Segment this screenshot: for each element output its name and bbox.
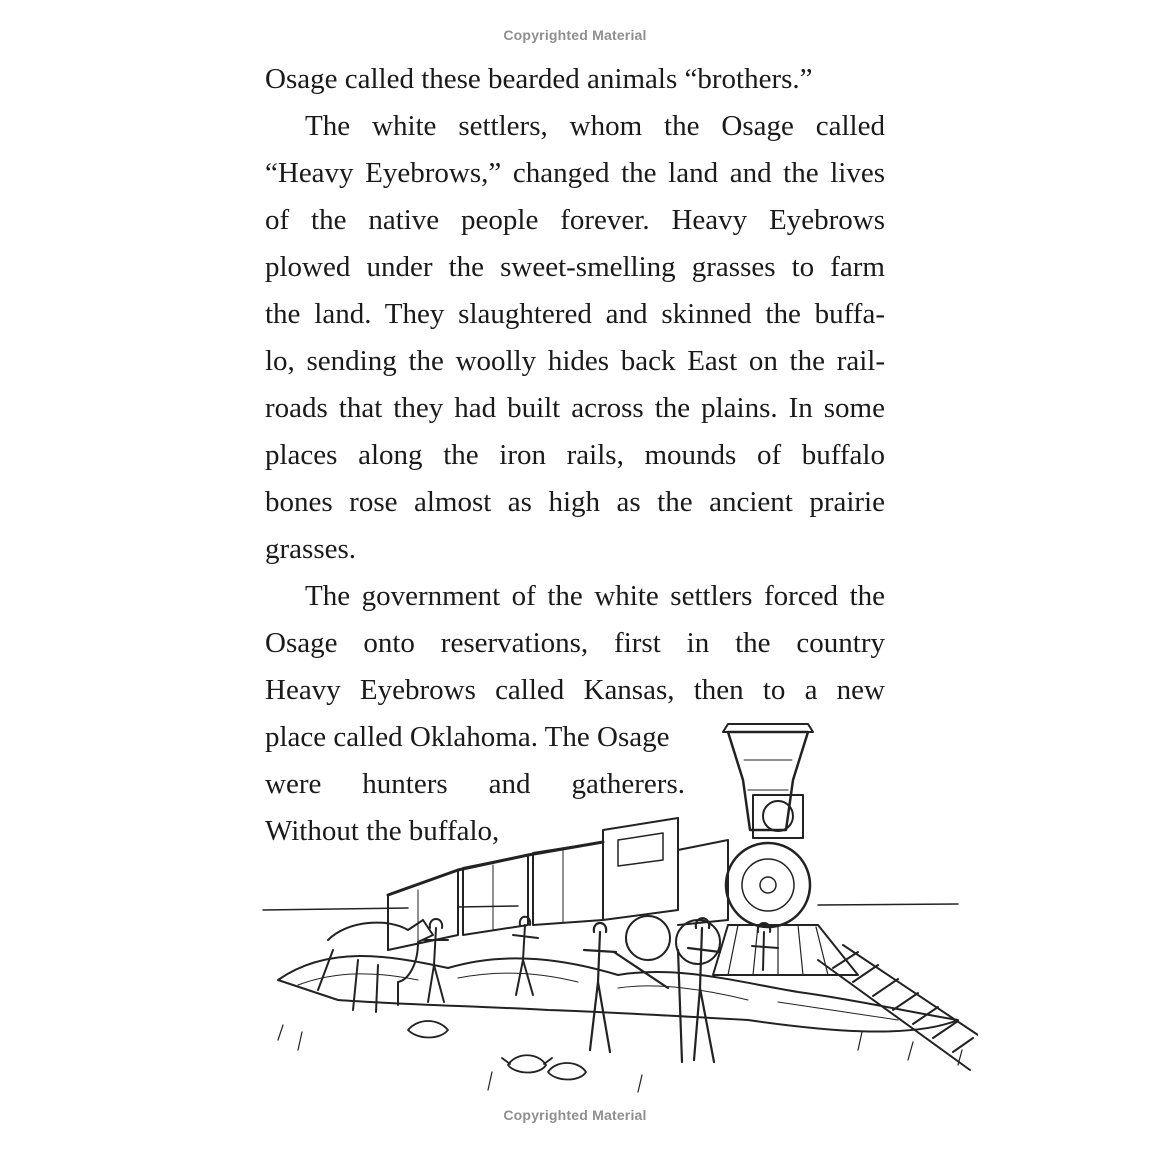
- text-line: places along the iron rails, mounds of buffalo: [265, 439, 885, 471]
- text-line: plowed under the sweet-smelling grasses to farm: [265, 251, 885, 283]
- watermark-bottom: Copyrighted Material: [503, 1107, 647, 1123]
- text-line: lo, sending the woolly hides back East on the rail-: [265, 345, 885, 377]
- text-line: The white settlers, whom the Osage called: [305, 110, 885, 142]
- text-line: The government of the white settlers forced the: [305, 580, 885, 612]
- text-line: bones rose almost as high as the ancient prairie: [265, 486, 885, 518]
- text-line: Osage called these bearded animals “brothers.”: [265, 63, 813, 95]
- text-line: place called Oklahoma. The Osage: [265, 721, 670, 753]
- text-line: roads that they had built across the plains. In some: [265, 392, 885, 424]
- text-line: Heavy Eyebrows called Kansas, then to a new: [265, 674, 885, 706]
- text-line: “Heavy Eyebrows,” changed the land and the lives: [265, 157, 885, 189]
- text-line: Osage onto reservations, first in the country: [265, 627, 885, 659]
- text-line: Without the buffalo,: [265, 815, 500, 847]
- text-line: grasses.: [265, 533, 357, 565]
- text-line: were hunters and gatherers.: [265, 768, 685, 800]
- text-line: the land. They slaughtered and skinned the buffa-: [265, 298, 885, 330]
- text-line: of the native people forever. Heavy Eyebrows: [265, 204, 885, 236]
- watermark-top: Copyrighted Material: [503, 27, 647, 43]
- steam-train-buffalo-hides-illustration: [258, 720, 978, 1105]
